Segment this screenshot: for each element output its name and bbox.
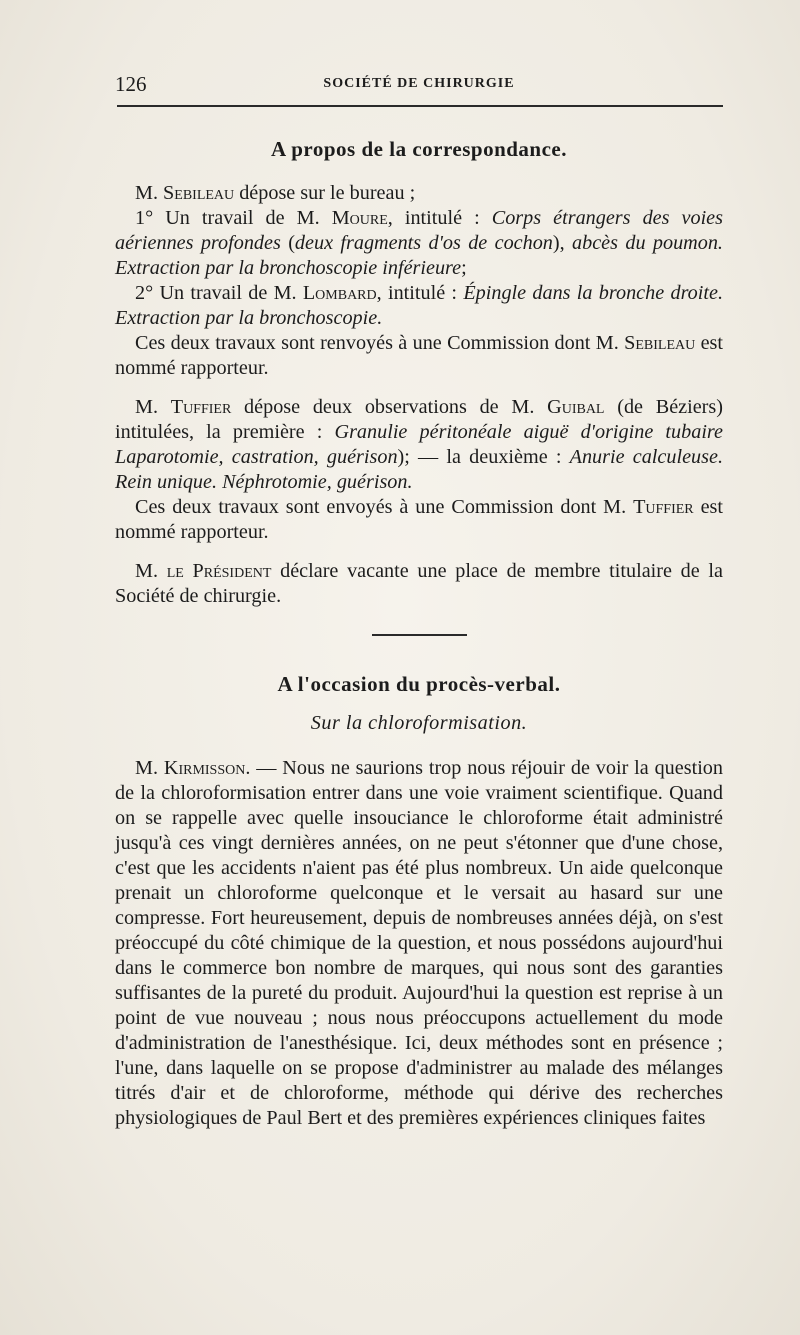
section-subtitle: Sur la chloroformisation. — [310, 712, 528, 734]
author-name: Lombard — [302, 282, 377, 304]
header-rule — [117, 105, 723, 107]
page-number: 126 — [115, 72, 147, 96]
section-separator — [372, 634, 467, 636]
paragraph-sebileau-depose: M. Sebileau dépose sur le bureau ; — [135, 182, 416, 204]
author-name: Moure — [331, 207, 388, 229]
author-name: le Président — [166, 560, 272, 582]
author-name: Tuffier — [633, 496, 694, 518]
author-name: Tuffier — [170, 396, 232, 418]
section-title-correspondance: A propos de la correspondance. — [271, 137, 567, 161]
paragraph-lombard-work: 2° Un travail de M. Lombard, intitulé : Épingle dans la bronche droite. Extraction par la bronchoscopie. — [115, 282, 723, 329]
running-head — [115, 70, 723, 98]
section-title-proces-verbal: A l'occasion du procès-verbal. — [277, 672, 561, 696]
paragraph-kirmisson: M. Kirmisson. — Nous ne saurions trop nous réjouir de voir la question de la chloroformisation entrer dans une voie vraiment scientifique. Quand on se rappelle avec quelle insouciance le chloroforme était administré jusqu'à ces vingt dernières années, on ne peut s'étonner que d'une chose, c'est que les accidents n'aient pas été plus nombreux. Un aide quelconque prenait un chloroforme quelconque et le versait au hasard sur une compresse. Fort heureusement, depuis de nombreuses années déjà, on s'est préoccupé du côté chimique de la question, et nous possédons aujourd'hui dans le commerce bon nombre de marques, qui nous sont des garanties suffisantes de la pureté du produit. Aujourd'hui la question est reprise à un point de vue nouveau ; nous nous préoccupons actuellement du mode d'administration de l'anesthésique. Ici, deux méthodes sont en présence ; l'une, dans laquelle on se propose d'administrer au malade des mélanges titrés d'air et de chloroforme, méthode qui dérive des recherches physiologiques de Paul Bert et des premières expériences cliniques faites — [115, 757, 723, 1129]
author-name: Sebileau — [163, 182, 235, 204]
paragraph-president-declare: M. le Président déclare vacante une place de membre titulaire de la Société de chirurgie. — [115, 560, 723, 607]
paragraph-tuffier-depose: M. Tuffier dépose deux observations de M. Guibal (de Béziers) intitulées, la première : Granulie péritonéale aiguë d'origine tubaire Laparotomie, castration, guérison); — la deuxième : Anurie calculeuse. Rein unique. Néphrotomie, guérison. — [115, 396, 723, 493]
page-body — [115, 125, 723, 1131]
author-name: Sebileau — [624, 332, 696, 354]
paragraph-commission-tuffier: Ces deux travaux sont envoyés à une Commission dont M. Tuffier est nommé rapporteur. — [115, 496, 723, 543]
paragraph-moure-work: 1° Un travail de M. Moure, intitulé : Corps étrangers des voies aériennes profondes (deux fragments d'os de cochon), abcès du poumon. Extraction par la bronchoscopie inférieure; — [115, 207, 723, 279]
running-title: SOCIÉTÉ DE CHIRURGIE — [323, 76, 515, 91]
paragraph-commission-sebileau: Ces deux travaux sont renvoyés à une Commission dont M. Sebileau est nommé rapporteur. — [115, 332, 723, 379]
author-name: Kirmisson — [163, 757, 246, 779]
author-name: Guibal — [547, 396, 605, 418]
